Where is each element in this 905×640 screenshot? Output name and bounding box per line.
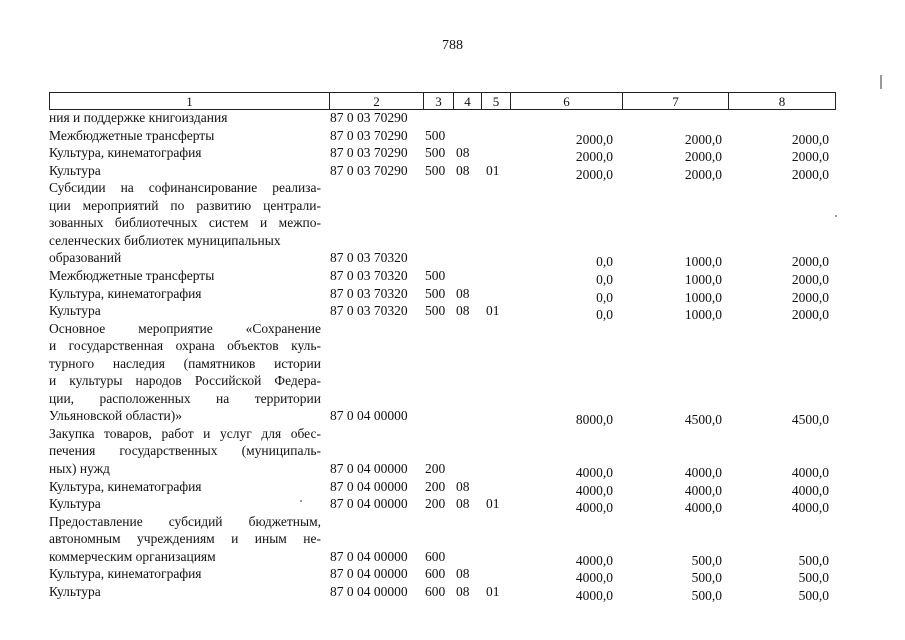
row-col-5: 01: [486, 162, 500, 178]
row-name: Межбюджетные трансферты: [49, 267, 215, 283]
table-row: [0, 548, 905, 566]
row-col-4: 08: [456, 478, 470, 494]
row-col-8: 500,0: [798, 570, 829, 586]
row-name: Субсидии на софинансирование реализа-: [49, 180, 321, 196]
row-col-3: 500: [425, 162, 446, 178]
row-code: 87 0 03 70290: [330, 145, 408, 161]
row-col-4: 08: [456, 303, 470, 319]
table-row: [0, 127, 905, 145]
row-code: 87 0 04 00000: [330, 566, 408, 582]
row-col-8: 500,0: [798, 552, 829, 568]
table-row: [0, 144, 905, 165]
row-col-3: 500: [425, 303, 446, 319]
row-col-6: 2000,0: [575, 166, 613, 182]
row-name: ных) нужд: [49, 461, 110, 476]
row-col-4: 08: [456, 162, 470, 178]
header-col-2: 2: [329, 92, 424, 110]
table-row: [0, 407, 905, 428]
row-code: 87 0 04 00000: [330, 548, 408, 564]
table-row: [0, 320, 905, 338]
table-row: [0, 197, 905, 215]
header-col-5: 5: [481, 92, 511, 110]
row-col-3: 200: [425, 496, 446, 512]
row-col-3: 200: [425, 461, 446, 476]
table-row: [0, 162, 905, 180]
row-col-7: 2000,0: [684, 149, 722, 165]
table-row: [0, 460, 905, 478]
row-name: Ульяновской области)»: [49, 408, 182, 424]
row-col-7: 2000,0: [684, 131, 722, 147]
row-col-7: 4000,0: [684, 500, 722, 516]
header-col-6: 6: [510, 92, 623, 110]
row-code: 87 0 03 70320: [330, 250, 408, 266]
table-row: [0, 390, 905, 408]
row-col-4: 08: [456, 566, 470, 582]
row-name: Культура, кинематография: [49, 145, 202, 161]
row-code: 87 0 04 00000: [330, 496, 408, 512]
row-col-6: 2000,0: [575, 149, 613, 165]
row-col-7: 1000,0: [684, 254, 722, 270]
row-col-8: 4500,0: [791, 412, 829, 428]
row-col-6: 4000,0: [575, 552, 613, 568]
row-col-3: 200: [425, 478, 446, 494]
row-col-8: 4000,0: [791, 482, 829, 498]
row-col-8: 2000,0: [791, 289, 829, 305]
row-col-7: 4000,0: [684, 465, 722, 480]
header-col-1: 1: [49, 92, 330, 110]
row-name: селенческих библиотек муниципальных: [49, 232, 281, 248]
row-code: 87 0 04 00000: [330, 461, 408, 476]
table-row: [0, 267, 905, 285]
table-row: [0, 583, 905, 601]
table-row: [0, 232, 905, 250]
table-row: [0, 442, 905, 460]
row-name: и культуры народов Российской Федера-: [49, 373, 321, 389]
row-name: Культура: [49, 303, 101, 319]
row-code: 87 0 03 70290: [330, 110, 408, 125]
table-row: [0, 495, 905, 516]
row-col-5: 01: [486, 496, 500, 512]
page-number: 788: [442, 38, 463, 53]
row-col-5: 01: [486, 583, 500, 599]
row-col-7: 4000,0: [684, 482, 722, 498]
row-col-5: 01: [486, 303, 500, 319]
row-col-3: 500: [425, 145, 446, 161]
row-name: и государственная охрана объектов куль-: [49, 338, 321, 354]
table-row: [0, 355, 905, 373]
row-col-8: 4000,0: [791, 465, 829, 480]
row-name: Культура: [49, 583, 101, 599]
scan-speck: [880, 75, 882, 89]
row-col-4: 08: [456, 496, 470, 512]
row-col-7: 500,0: [691, 552, 722, 568]
row-col-8: 4000,0: [791, 500, 829, 516]
row-col-3: 600: [425, 583, 446, 599]
row-col-4: 08: [456, 285, 470, 301]
row-name: Культура, кинематография: [49, 478, 202, 494]
table-row: [0, 179, 905, 197]
row-name: турного наследия (памятников истории: [49, 355, 321, 371]
row-code: 87 0 03 70290: [330, 127, 408, 143]
row-col-7: 2000,0: [684, 166, 722, 182]
row-col-8: 2000,0: [791, 149, 829, 165]
table-row: [0, 302, 905, 323]
row-code: 87 0 03 70290: [330, 162, 408, 178]
row-col-8: 500,0: [798, 587, 829, 603]
row-name: Закупка товаров, работ и услуг для обес-: [49, 425, 321, 441]
row-col-7: 4500,0: [684, 412, 722, 428]
row-col-6: 4000,0: [575, 482, 613, 498]
header-col-4: 4: [453, 92, 482, 110]
row-code: 87 0 04 00000: [330, 583, 408, 599]
row-code: 87 0 04 00000: [330, 408, 408, 424]
row-name: Культура: [49, 162, 101, 178]
row-col-4: 08: [456, 145, 470, 161]
row-name: образований: [49, 250, 122, 266]
row-col-6: 4000,0: [575, 570, 613, 586]
row-name: Культура, кинематография: [49, 285, 202, 301]
row-col-8: 2000,0: [791, 307, 829, 323]
row-col-6: 0,0: [596, 307, 613, 323]
header-col-7: 7: [622, 92, 729, 110]
row-col-7: 1000,0: [684, 289, 722, 305]
row-col-6: 4000,0: [575, 500, 613, 516]
header-col-8: 8: [728, 92, 836, 110]
row-col-6: 8000,0: [575, 412, 613, 428]
row-col-6: 0,0: [596, 271, 613, 287]
row-col-8: 2000,0: [791, 131, 829, 147]
row-code: 87 0 03 70320: [330, 303, 408, 319]
row-col-8: 2000,0: [791, 166, 829, 182]
row-code: 87 0 03 70320: [330, 267, 408, 283]
scan-speck: [300, 500, 302, 502]
table-row: [0, 425, 905, 443]
table-row: [0, 530, 905, 548]
row-col-8: 2000,0: [791, 271, 829, 287]
table-row: [0, 285, 905, 303]
row-name: печения государственных (муниципаль-: [49, 443, 321, 459]
row-col-7: 1000,0: [684, 307, 722, 323]
table-row: [0, 478, 905, 496]
row-name: Основное мероприятие «Сохранение: [49, 320, 321, 336]
table-row: [0, 565, 905, 586]
table-row: [0, 337, 905, 355]
row-name: коммерческим организациям: [49, 548, 216, 564]
row-col-6: 2000,0: [575, 131, 613, 147]
scan-speck: [835, 215, 837, 217]
row-name: ции мероприятий по развитию централи-: [49, 197, 321, 213]
row-col-7: 500,0: [691, 570, 722, 586]
row-col-8: 2000,0: [791, 254, 829, 270]
row-col-7: 1000,0: [684, 271, 722, 287]
row-col-6: 4000,0: [575, 465, 613, 480]
table-row: [0, 214, 905, 232]
row-name: Межбюджетные трансферты: [49, 127, 215, 143]
row-code: 87 0 04 00000: [330, 478, 408, 494]
table-row: [0, 513, 905, 531]
table-row: [0, 249, 905, 270]
row-col-6: 0,0: [596, 289, 613, 305]
row-name: ции, расположенных на территории: [49, 390, 321, 406]
row-name: ния и поддержке книгоиздания: [49, 110, 228, 125]
header-col-3: 3: [423, 92, 454, 110]
row-name: Культура: [49, 496, 101, 512]
row-col-6: 4000,0: [575, 587, 613, 603]
row-col-3: 600: [425, 566, 446, 582]
row-name: Предоставление субсидий бюджетным,: [49, 513, 321, 529]
row-name: зованных библиотечных систем и межпо-: [49, 215, 321, 231]
row-col-3: 500: [425, 267, 446, 283]
row-col-6: 0,0: [596, 254, 613, 270]
row-code: 87 0 03 70320: [330, 285, 408, 301]
table-row: [0, 372, 905, 390]
row-col-3: 600: [425, 548, 446, 564]
row-col-3: 500: [425, 285, 446, 301]
row-col-4: 08: [456, 583, 470, 599]
row-col-7: 500,0: [691, 587, 722, 603]
row-col-3: 500: [425, 127, 446, 143]
row-name: автономным учреждениям и иным не-: [49, 531, 321, 547]
row-name: Культура, кинематография: [49, 566, 202, 582]
table-row: [0, 109, 905, 127]
